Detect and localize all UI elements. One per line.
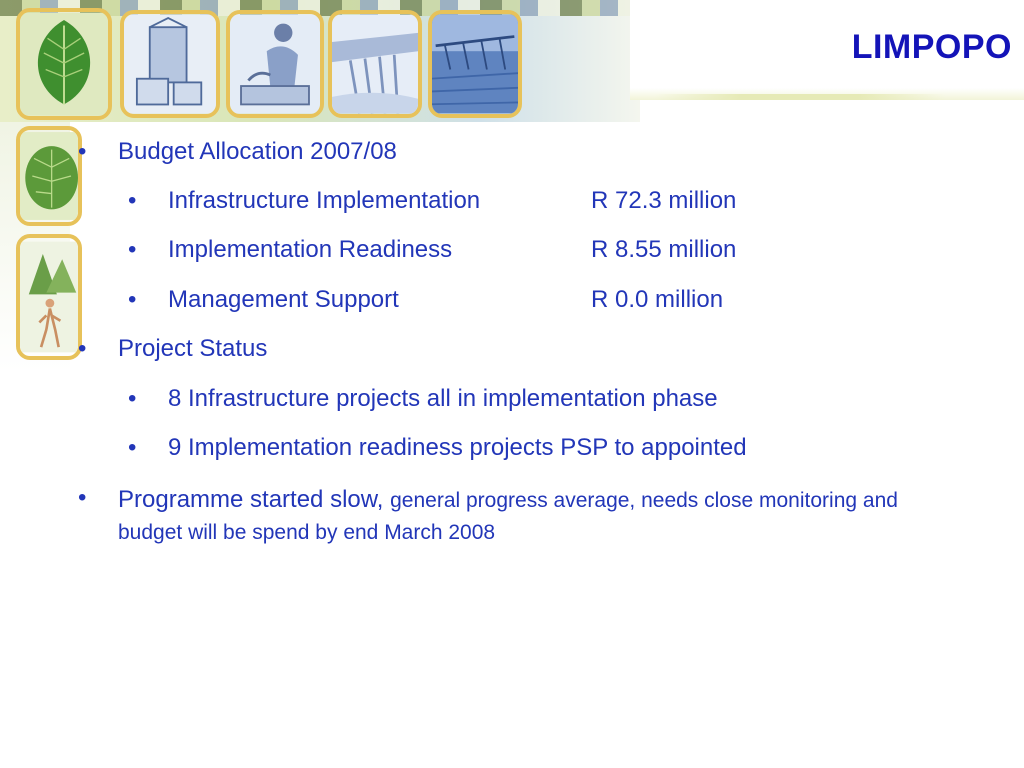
bullet-icon: • bbox=[128, 286, 137, 313]
waterfall-image bbox=[328, 10, 422, 118]
item-amount: R 72.3 million bbox=[591, 187, 737, 214]
irrigation-image bbox=[428, 10, 522, 118]
item-text: Project Status bbox=[118, 335, 268, 362]
item-text: Budget Allocation 2007/08 bbox=[118, 138, 397, 165]
banner-underline bbox=[655, 94, 945, 100]
item-text: 9 Implementation readiness projects PSP to appointed bbox=[168, 434, 747, 461]
item-text: Implementation Readiness bbox=[168, 236, 453, 263]
worker-image bbox=[226, 10, 324, 118]
item-amount: R 0.0 million bbox=[591, 286, 724, 313]
bullet-icon: • bbox=[128, 236, 137, 263]
bullet-icon: • bbox=[128, 385, 137, 412]
item-text-block bbox=[118, 484, 918, 548]
item-text: Management Support bbox=[168, 286, 399, 313]
bullet-icon: • bbox=[78, 335, 87, 362]
item-continuation: general progress average, needs close monitoring and budget will be spend by end March 2008 bbox=[118, 489, 898, 544]
bullet-icon: • bbox=[128, 187, 137, 214]
item-amount: R 8.55 million bbox=[591, 236, 737, 263]
leaf-image bbox=[16, 8, 112, 120]
item-text: Infrastructure Implementation bbox=[168, 187, 481, 214]
slide-title: LIMPOPO bbox=[851, 28, 1012, 66]
water-tank-image bbox=[120, 10, 220, 118]
round-leaf-image bbox=[16, 126, 82, 226]
tree-hiker-image bbox=[16, 234, 82, 360]
item-text: Programme started slow, bbox=[118, 486, 384, 513]
bullet-icon: • bbox=[78, 484, 87, 511]
item-text: 8 Infrastructure projects all in implementation phase bbox=[168, 385, 718, 412]
bullet-icon: • bbox=[78, 138, 87, 165]
bullet-icon: • bbox=[128, 434, 137, 461]
